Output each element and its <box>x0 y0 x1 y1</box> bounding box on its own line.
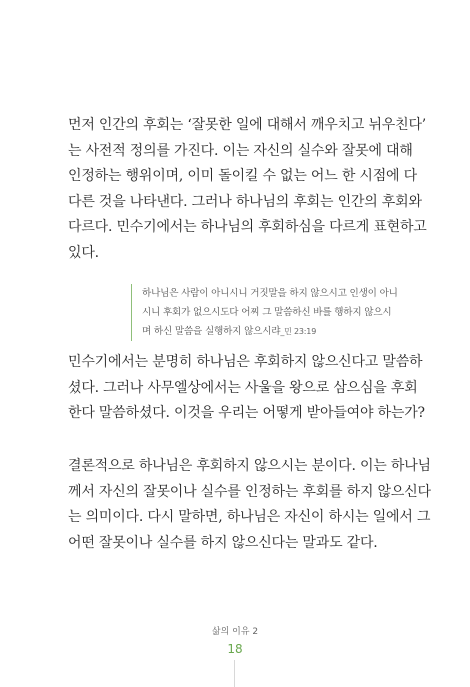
text-line: 는 의미이다. 다시 말하면, 하나님은 자신이 하시는 일에서 그 <box>68 509 431 525</box>
footer-divider <box>234 660 235 687</box>
scripture-quote <box>131 284 412 341</box>
text-line: 있다. <box>68 244 99 261</box>
book-title: 삶의 이유 2 <box>211 627 259 637</box>
text-line: 어떤 잘못이나 실수를 하지 않으신다는 말과도 같다. <box>68 534 378 551</box>
text-line: 결론적으로 하나님은 후회하지 않으시는 분이다. 이는 하나님 <box>68 458 431 474</box>
quote-line: 하나님은 사람이 아니시니 거짓말을 하지 않으시고 인생이 아니 <box>142 288 398 299</box>
text-line: 는 사전적 정의를 가진다. 이는 자신의 실수와 잘못에 대해 <box>68 142 413 159</box>
page-number: 18 <box>227 642 243 656</box>
text-line: 다르다. 민수기에서는 하나님의 후회하심을 다르게 표현하고 <box>68 219 427 235</box>
text-line: 인정하는 행위이며, 이미 돌이킬 수 없는 어느 한 시점에 다 <box>68 168 417 184</box>
quote-line-text: 며 하신 말씀을 실행하지 않으시랴 <box>142 326 281 337</box>
quote-line: 시니 후회가 없으시도다 어찌 그 말씀하신 바를 행하지 않으시 <box>142 307 392 318</box>
text-line: 께서 자신의 잘못이나 실수를 인정하는 후회를 하지 않으신다 <box>68 483 431 500</box>
body-paragraph-1 <box>68 113 427 266</box>
text-line: 먼저 인간의 후회는 ‘잘못한 일에 대해서 깨우치고 뉘우친다’ <box>68 117 427 133</box>
text-line: 다른 것을 나타낸다. 그러나 하나님의 후회는 인간의 후회와 <box>68 193 422 210</box>
text-line: 셨다. 그러나 사무엘상에서는 사울을 왕으로 삼으심을 후회 <box>68 379 418 396</box>
body-paragraph-3 <box>68 454 431 556</box>
body-paragraph-2 <box>68 350 425 427</box>
text-line: 민수기에서는 분명히 하나님은 후회하지 않으신다고 말씀하 <box>68 354 423 370</box>
scripture-reference: _민 23:19 <box>280 327 317 336</box>
text-line: 한다 말씀하셨다. 이것을 우리는 어떻게 받아들여야 하는가? <box>68 405 425 421</box>
quote-line <box>142 322 412 341</box>
